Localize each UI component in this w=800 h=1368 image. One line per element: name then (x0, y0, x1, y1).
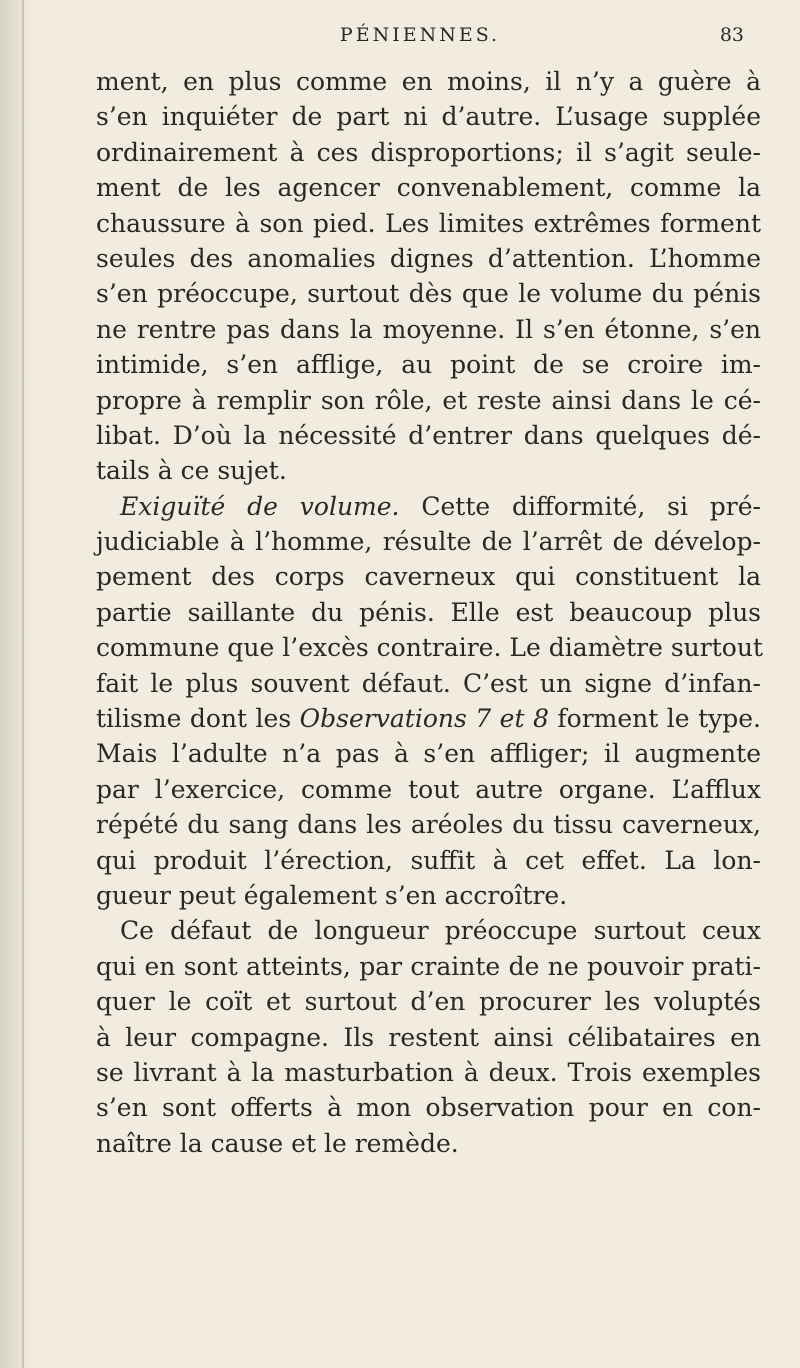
text-line: s’en inquiéter de part ni d’autre. L’usage supplée (96, 102, 761, 132)
text-line-with-reference (96, 701, 761, 736)
body-text (96, 64, 761, 1161)
observations-reference: Observations 7 et 8 (299, 704, 549, 734)
text-line: tails à ce sujet. (96, 456, 287, 486)
section-heading: Exiguïté de volume. (120, 491, 400, 521)
text-line: gueur peut également s’en accroître. (96, 880, 568, 910)
text-line: fait le plus souvent défaut. C’est un signe d’infan- (96, 668, 761, 698)
page-number: 83 (719, 24, 744, 46)
text-line: quer le coït et surtout d’en procurer les voluptés (96, 987, 761, 1017)
page-edge-shadow (0, 0, 34, 1368)
text-line: s’en préoccupe, surtout dès que le volume du pénis (96, 279, 761, 309)
text-line: judiciable à l’homme, résulte de l’arrêt de dévelop- (96, 527, 761, 557)
binding-gutter (22, 0, 24, 1368)
text-span: forment le type. (548, 704, 762, 734)
text-line: qui produit l’érection, suffit à cet effet. La lon- (96, 845, 761, 875)
text-line: naître la cause et le remède. (96, 1128, 459, 1158)
text-span: tilisme dont les (96, 704, 300, 734)
text-line: répété du sang dans les aréoles du tissu caverneux, (96, 810, 761, 840)
text-line: à leur compagne. Ils restent ainsi célibataires en (96, 1022, 761, 1052)
text-line: qui en sont atteints, par crainte de ne pouvoir prati- (96, 951, 761, 981)
text-line: libat. D’où la nécessité d’entrer dans quelques dé- (96, 420, 761, 450)
text-line: commune que l’excès contraire. Le diamètre surtout (96, 633, 763, 663)
text-line: ordinairement à ces disproportions; il s’agit seule- (96, 137, 761, 167)
text-line: partie saillante du pénis. Elle est beaucoup plus (96, 597, 761, 627)
page-header (96, 24, 744, 54)
text-span: Cette difformité, si pré- (399, 491, 762, 521)
text-line: propre à remplir son rôle, et reste ainsi dans le cé- (96, 385, 761, 415)
text-line: par l’exercice, comme tout autre organe. L’afflux (96, 774, 761, 804)
text-line: chaussure à son pied. Les limites extrêmes forment (96, 208, 761, 238)
text-line: se livrant à la masturbation à deux. Trois exemples (96, 1057, 761, 1087)
text-line: s’en sont offerts à mon observation pour en con- (96, 1093, 761, 1123)
text-line: seules des anomalies dignes d’attention. L’homme (96, 243, 761, 273)
text-line: Ce défaut de longueur préoccupe surtout ceux (120, 916, 761, 946)
running-title: PÉNIENNES. (339, 24, 501, 46)
text-line: ne rentre pas dans la moyenne. Il s’en étonne, s’en (96, 314, 761, 344)
text-line: ment, en plus comme en moins, il n’y a guère à (96, 67, 761, 96)
section-heading-line (96, 489, 761, 524)
text-line: Mais l’adulte n’a pas à s’en affliger; il augmente (96, 739, 761, 769)
text-line: intimide, s’en afflige, au point de se croire im- (96, 350, 761, 380)
text-line: pement des corps caverneux qui constituent la (96, 562, 761, 592)
text-line: ment de les agencer convenablement, comme la (96, 173, 761, 203)
